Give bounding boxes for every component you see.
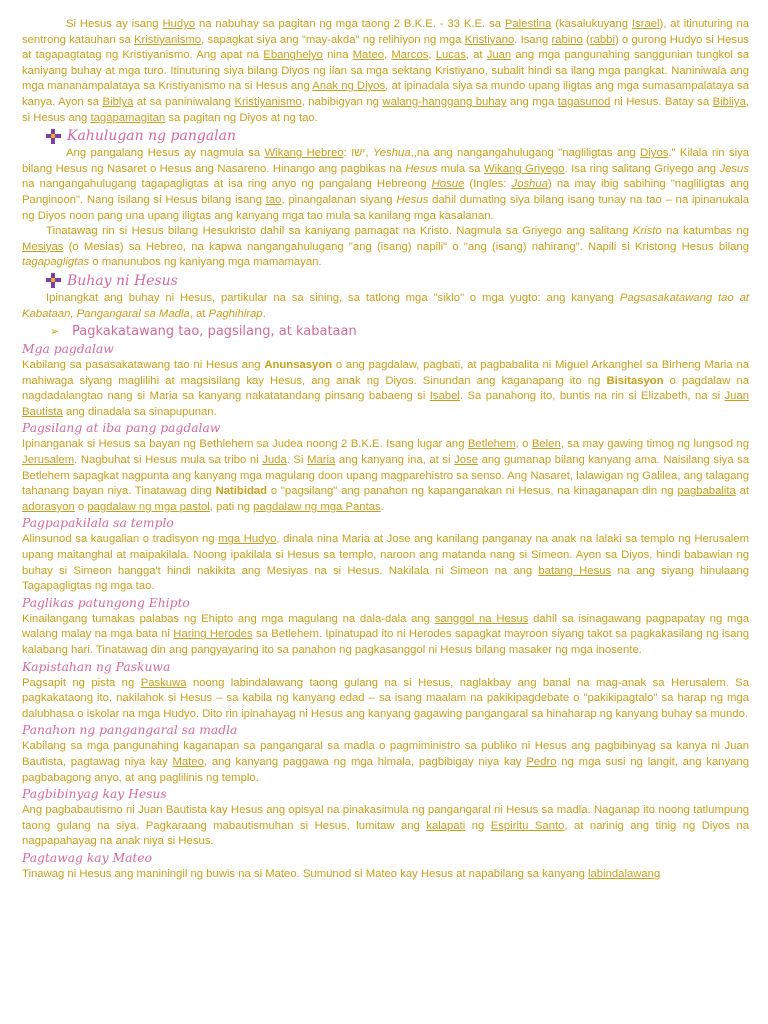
link[interactable]: walang-hanggang buhay — [382, 95, 507, 108]
link[interactable]: Betlehem — [467, 438, 516, 451]
link[interactable]: Paskuwa — [140, 676, 187, 689]
link[interactable]: Kristiyanismo — [234, 95, 302, 108]
link[interactable]: Isabel — [429, 390, 460, 403]
link[interactable]: Kristiyanismo — [133, 33, 202, 46]
italic-text: tagapagligtas — [22, 256, 90, 269]
link[interactable]: Pedro — [526, 755, 557, 768]
subsections — [22, 341, 749, 882]
cross-icon — [46, 129, 61, 144]
link[interactable]: Jose — [454, 454, 478, 467]
subsection-paragraph: Ipinanganak si Hesus sa bayan ng Bethlehem sa Judea noong 2 B.K.E. Isang lugar ang Betlehem, o Belen, sa may gawing timog ng lungsod ng Jerusalem. Nagbuhat si Hesus mula sa tribo ni Juda. Si Maria ang kanyang ina, at si Jose ang gumanap bilang kanyang ama. Naisilang siya sa Betlehem sapagkat nagpunta ang kanyang mga magulang doon upang magparehistro sa senso. Ang Nasaret, lalawigan ng Galilea, ang talagang tahanang bayan niya. Tinatawag ding Natibidad o "pagsilang" ang panahon ng kapanganakan ni Hesus, na kinaganapan din ng pagbabalita at adorasyon o pagdalaw ng mga pastol, pati ng pagdalaw ng mga Pantas. — [22, 438, 750, 513]
link[interactable]: Mesiyas — [22, 240, 64, 253]
subsection-paragraph: Kabilang sa mga pangunahing kaganapan sa pangangaral sa madla o pagmiministro sa publiko ni Hesus ang pagbibinyag sa kanya ni Juan Bautista, pagtawag niya kay Mateo, ang kanyang paggawa ng mga himala, pagbibigay niya kay Pedro ng mga susi ng langit, ang kanyang pagbabagong anyo, at ang paglilinis ng templo. — [22, 740, 750, 784]
italic-text: Kristo — [632, 225, 662, 238]
bold-text: Anunsasyon — [264, 359, 333, 372]
link[interactable]: Jerusalem — [22, 454, 75, 467]
link[interactable]: Haring Herodes — [173, 628, 253, 641]
subsection-paragraph: Kabilang sa pasasakatawang tao ni Hesus ang Anunsasyon o ang pagdalaw, pagbati, at pagbabalita ni Miguel Arkanghel sa Birheng Maria na mahiwaga siyang maglilihi at magsisilang kay Hesus, ang anak ng Diyos. Sinundan ang kaganapang ito ng Bisitasyon o pagdalaw na nagdadalangtao nang si Maria sa kanyang nakatatandang pinsang babaeng si Isabel. Sa panahong ito, buntis na rin si Elizabeth, na si Juan Bautista ang dinadala sa sinapupunan. — [22, 359, 749, 418]
subsection-paragraph: Tinawag ni Hesus ang maniningil ng buwis na si Mateo. Sumunod si Mateo kay Hesus at napabilang sa kanyang labindalawang — [22, 867, 661, 880]
subsection-title: Pagtawag kay Mateo — [22, 850, 153, 865]
subsection-paragraph: Pagsapit ng pista ng Paskuwa noong labindalawang taong gulang na si Hesus, naglakbay ang banal na mag-anak sa Herusalem. Sa pagkakataong ito, nakilahok si Hesus – sa kabila ng kanyang edad – sa isang maalam na pakikipagdebate o "pakikipagtalo" sa harap ng mga dalubhasa o iskolar na mga Hudyo. Dito rin ipinahayag ni Hesus ang kanyang gagawing pangangaral sa hinaharap ng kanyang buhay sa mundo. — [22, 676, 750, 720]
cross-icon — [46, 273, 61, 288]
bold-text: Natibidad — [215, 485, 268, 498]
link[interactable]: pagdalaw ng mga pastol — [87, 500, 210, 513]
link[interactable]: mga Hudyo — [218, 533, 277, 546]
bold-text: Bisitasyon — [606, 374, 664, 387]
kahulugan-paragraph-1: Ang pangalang Hesus ay nagmula sa Wikang Hebreo: ישו, Yeshua,,na ang nangangahulugang "nagliligtas ang Diyos." Kilala rin siya bilang Hesus ng Nasaret o Hesus ang Nasareno. Hinango ang pagbikas na Hesus mula sa Wikang Griyego. Isa ring salitang Griyego ang Jesus na nangangahulugang tagapagligtas at isa ring anyo ng pangalang Hebreong Hosue (Ingles: Joshua) na may ibig sabihing "nagliligtas ang Panginoon". Nang isilang si Hesus bilang isang tao, pinangalanan siyang Hesus dahil dumating siya bilang isang tunay na tao – na ipinanukala ng Diyos noon pang una upang iligtas ang kanyang mga tao mula sa kanilang mga kasalanan. — [22, 147, 750, 222]
link[interactable]: labindalawang — [588, 867, 661, 880]
italic-text: Hesus — [405, 162, 438, 175]
link[interactable]: sanggol na Hesus — [434, 612, 529, 625]
italic-text: Hesus — [396, 193, 429, 206]
link[interactable]: Israel — [631, 18, 660, 30]
subsection-title: Mga pagdalaw — [22, 342, 114, 357]
subsection-paragraph: Alinsunod sa kaugalian o tradisyon ng mga Hudyo, dinala nina Maria at Jose ang kanilang panganay na anak na lalaki sa templo ng Herusalem upang maitanghal at maipakilala. Noong ipakilala si Hesus sa templo, naroon ang matanda nang si Simeon. Ayon sa Diyos, hindi babawian ng buhay si Simeon hangga't hindi nakikita ang Mesiyas na si Hesus. Nakilala ni Simeon na ang batang Hesus na ang siyang hinulaang Tagapagligtas ng mga tao. — [22, 533, 750, 593]
link[interactable]: Marcos — [391, 49, 429, 62]
link[interactable]: kalapati — [426, 819, 466, 832]
kahulugan-paragraph-2: Tinatawag rin si Hesus bilang Hesukristo dahil sa kaniyang pamagat na Kristo. Nagmula sa Griyego ang salitang Kristo na katumbas ng Mesiyas (o Mesias) sa Hebreo, na kapwa nangangahulugang "ang (isang) napili" o "ang (isang) nahirang". Napili si Kristong Hesus bilang tagapagligtas o manunubos ng kaniyang mga mamamayan. — [22, 225, 749, 269]
subsection-title: Panahon ng pangangaral sa madla — [22, 723, 238, 738]
subsection-title: Pagbibinyag kay Hesus — [22, 787, 167, 802]
link[interactable]: tagapamagitan — [90, 111, 166, 124]
italic-text: Paghihirap — [208, 307, 263, 320]
arrow-right-icon: ➢ — [50, 325, 60, 339]
italic-text: Yeshua — [372, 147, 411, 160]
link[interactable]: Juan — [486, 49, 512, 62]
link[interactable]: tao — [265, 193, 282, 206]
link[interactable]: Wikang Hebreo — [264, 147, 344, 160]
link[interactable]: Kristiyano — [464, 33, 515, 46]
document — [22, 17, 749, 883]
link[interactable]: tagasunod — [557, 95, 611, 108]
italic-text: Jesus — [719, 162, 749, 175]
link[interactable]: Mateo — [352, 49, 385, 62]
link[interactable]: Wikang Griyego — [483, 162, 565, 175]
subsection-paragraph: Kinailangang tumakas palabas ng Ehipto ang mga magulang na dala-dala ang sanggol na Hesus dahil sa isinagawang pagpapatay ng mga walang malay na mga bata ni Haring Herodes sa Betlehem. Ipinatupad ito ni Herodes sapagkat mayroon siyang takot sa pagkakasilang ng isang kalabang hari. Tinatawag din ang pangyayaring ito sa panahon ng pagkasanggol ni Hesus bilang masaker ng mga inosente. — [22, 612, 750, 656]
link[interactable]: Diyos — [640, 147, 669, 160]
intro-paragraph: Si Hesus ay isang Hudyo na nabuhay sa pagitan ng mga taong 2 B.K.E. - 33 K.E. sa Palestina (kasalukuyang Israel), at itinuturing na sentrong katauhan sa Kristiyanismo, sapagkat siya ang "may-akda" ng relihiyon ng mga Kristiyano. Isang rabino (rabbi) o gurong Hudyo si Hesus at tagapagtatag ng Kristiyanismo. Ang apat na Ebanghelyo nina Mateo, Marcos, Lucas, at Juan ang mga pangunahing sanggunian tungkol sa kaniyang buhay at mga turo. Itinuturing siya bilang Diyos ng ilan sa mga sektang Kristiyano, subalit hindi sa ilang mga pangkat. Naniniwala ang mga mananampalataya sa Kristiyanismo na si Hesus ang Anak ng Diyos, at ipinadala siya sa mundo upang iligtas ang mga sumasampalataya sa kanya. Ayon sa Biblya at sa paniniwalang Kristiyanismo, nabibigyan ng walang-hanggang buhay ang mga tagasunod ni Hesus. Batay sa Bibliya, si Hesus ang tagapamagitan sa pagitan ng Diyos at ng tao. — [22, 18, 750, 124]
link[interactable]: pagdalaw ng mga Pantas — [253, 500, 381, 513]
link[interactable]: Hosue — [431, 178, 465, 191]
link[interactable]: Lucas — [435, 49, 466, 62]
link[interactable]: Joshua — [511, 178, 548, 191]
heading-buhay-text: Buhay ni Hesus — [67, 272, 178, 289]
subsection-title: Kapistahan ng Paskuwa — [22, 659, 171, 674]
subsection-title: Pagpapakilala sa templo — [22, 516, 174, 531]
link[interactable]: Anak ng Diyos — [312, 80, 386, 93]
link[interactable]: rabbi — [589, 33, 615, 46]
subsection-paragraph: Ang pagbabautismo ni Juan Bautista kay Hesus ang opisyal na pinakasimula ng pangangaral ni Hesus sa madla. Naganap ito noong tatlumpung taong gulang na siya. Pagkaraang mabautismuhan si Hesus, lumitaw ang kalapati ng Espiritu Santo, at narinig ang tinig ng Diyos na nagpapahayag na anak niya si Hesus. — [22, 804, 749, 848]
heading-buhay — [22, 271, 749, 291]
link[interactable]: Espiritu Santo — [490, 819, 565, 832]
heading-kahulugan-text: Kahulugan ng pangalan — [67, 128, 237, 145]
link[interactable]: Maria — [307, 454, 336, 467]
link[interactable]: rabino — [551, 33, 583, 46]
subsection-title: Pagsilang at iba pang pagdalaw — [22, 421, 221, 436]
link[interactable]: batang Hesus — [538, 564, 612, 577]
link[interactable]: Mateo — [172, 755, 204, 768]
section-heading-text: Pagkakatawang tao, pagsilang, at kabataan — [72, 324, 357, 340]
link[interactable]: Belen — [531, 438, 561, 451]
link[interactable]: pagbabalita — [677, 485, 736, 498]
link[interactable]: Bibliya — [712, 95, 746, 108]
link[interactable]: Biblya — [102, 95, 134, 108]
italic-text: Pagsasakatawang tao at Kabataan, Pangangaral sa Madla — [22, 291, 749, 320]
link[interactable]: Juda — [262, 454, 287, 467]
subsection-title: Paglikas patungong Ehipto — [22, 595, 190, 610]
section-heading — [22, 323, 749, 341]
heading-kahulugan — [22, 126, 749, 146]
link[interactable]: Hudyo — [162, 18, 196, 30]
link[interactable]: adorasyon — [22, 500, 75, 513]
link[interactable]: Ebanghelyo — [263, 49, 323, 62]
link[interactable]: Juan Bautista — [22, 390, 749, 418]
link[interactable]: Palestina — [504, 18, 552, 30]
buhay-paragraph: Ipinangkat ang buhay ni Hesus, partikular na sa sining, sa tatlong mga "siklo" o mga yugto: ang kanyang Pagsasakatawang tao at Kabataan, Pangangaral sa Madla, at Paghihirap. — [22, 291, 749, 320]
